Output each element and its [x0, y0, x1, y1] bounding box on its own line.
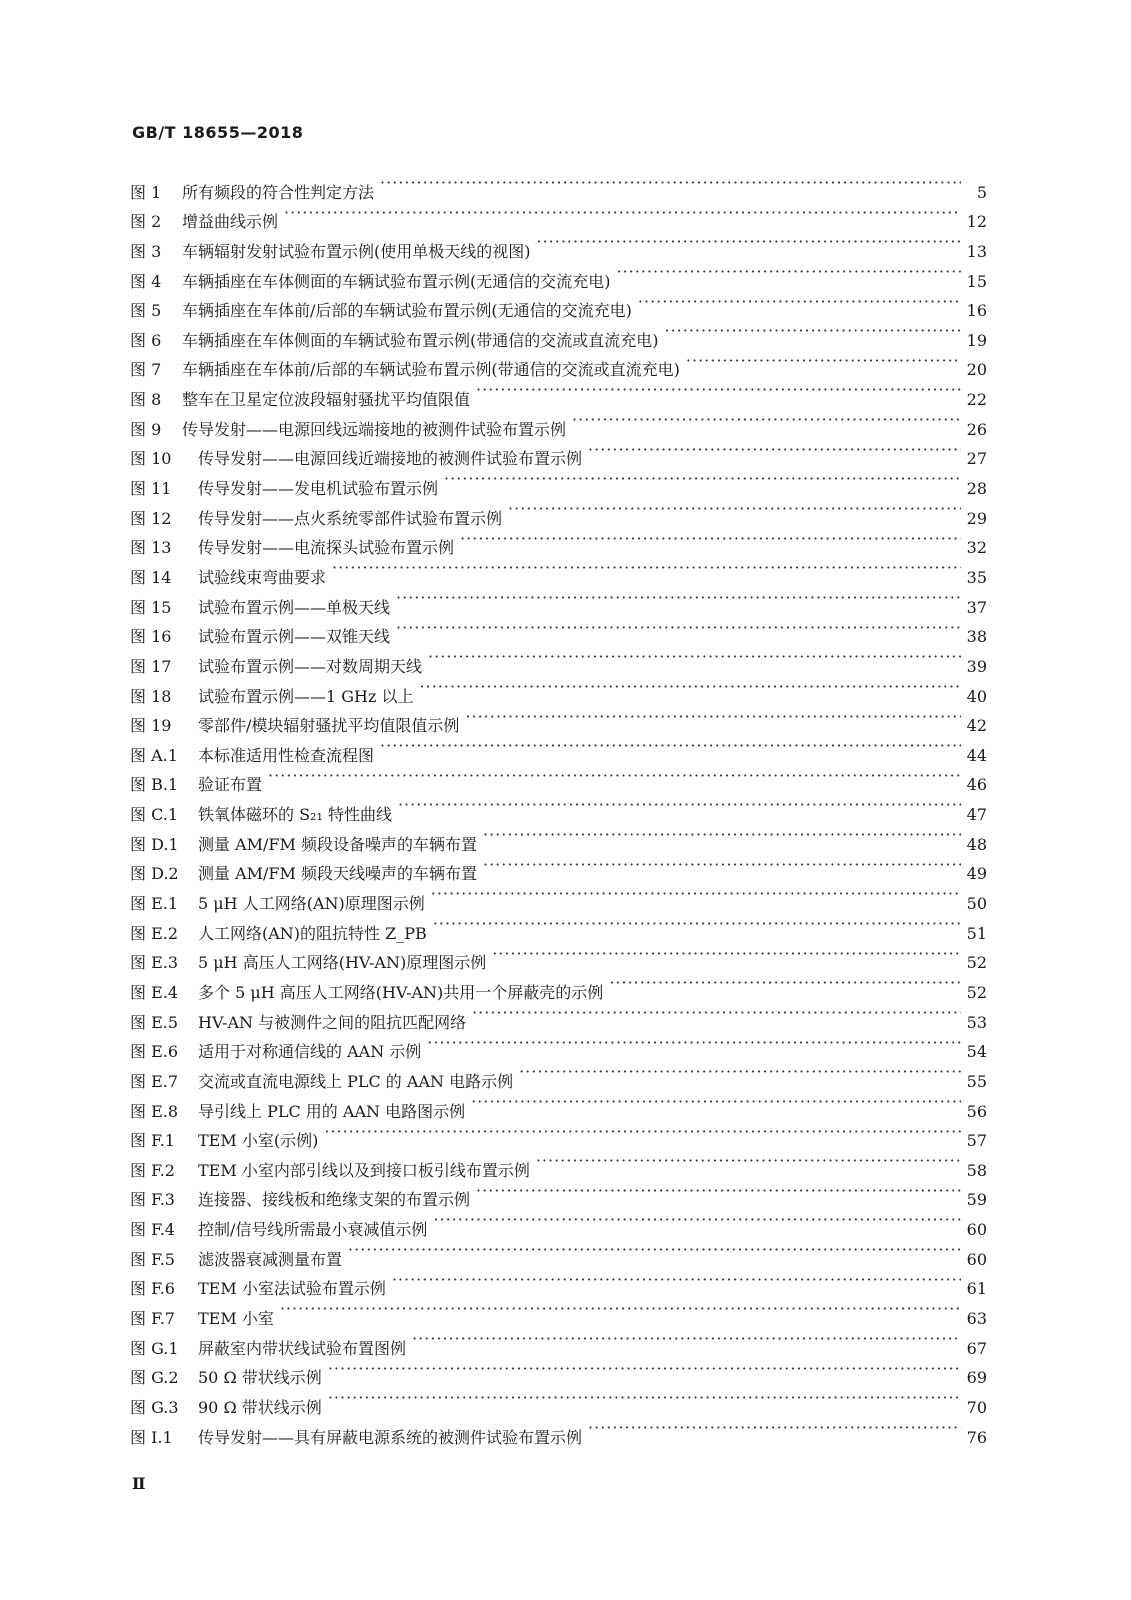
figure-number: 图 D.2 — [130, 864, 179, 884]
page-number: 69 — [966, 1368, 987, 1388]
leader-dots — [420, 672, 961, 702]
leader-dots — [572, 405, 961, 435]
page-number: 61 — [966, 1279, 987, 1299]
page-number: 38 — [966, 627, 987, 647]
page-number: 59 — [966, 1190, 987, 1210]
figure-title: 车辆辐射发射试验布置示例(使用单极天线的视图) — [182, 241, 531, 261]
leader-dots — [433, 1205, 960, 1235]
figure-number: 图 F.1 — [130, 1131, 175, 1151]
figure-title: 传导发射——发电机试验布置示例 — [198, 479, 439, 499]
leader-dots — [427, 1028, 960, 1058]
page-number: 40 — [966, 686, 987, 706]
leader-dots — [609, 968, 960, 998]
figure-title: 车辆插座在车体前/后部的车辆试验布置示例(无通信的交流充电) — [182, 301, 632, 321]
figure-title: 零部件/模块辐射骚扰平均值限值示例 — [198, 716, 460, 736]
figure-title: 传导发射——具有屏蔽电源系统的被测件试验布置示例 — [198, 1427, 583, 1447]
figure-title: 传导发射——电源回线近端接地的被测件试验布置示例 — [198, 449, 583, 469]
leader-dots — [465, 702, 960, 732]
figure-number: 图 F.2 — [130, 1160, 175, 1180]
page-number: 53 — [966, 1012, 987, 1032]
leader-dots — [433, 909, 961, 939]
figure-number: 图 E.6 — [130, 1042, 179, 1062]
figure-number: 图 D.1 — [130, 834, 179, 854]
figure-number: 图 A.1 — [130, 745, 178, 765]
page-number: 22 — [966, 390, 987, 410]
figure-title: 传导发射——电源回线远端接地的被测件试验布置示例 — [182, 419, 567, 439]
leader-dots — [472, 998, 961, 1028]
leader-dots — [492, 939, 960, 969]
leader-dots — [536, 1146, 961, 1176]
figure-number: 图 14 — [130, 567, 172, 587]
figure-title: 交流或直流电源线上 PLC 的 AAN 电路示例 — [198, 1071, 514, 1091]
figure-title: 整车在卫星定位波段辐射骚扰平均值限值 — [182, 390, 471, 410]
figure-number: 图 F.3 — [130, 1190, 175, 1210]
page-number: 51 — [966, 923, 987, 943]
leader-dots — [460, 524, 961, 554]
page-number: 12 — [966, 212, 987, 232]
figure-title: TEM 小室(示例) — [198, 1131, 319, 1151]
figure-number: 图 E.1 — [130, 894, 179, 914]
leader-dots — [328, 1354, 961, 1384]
leader-dots — [392, 1265, 961, 1295]
leader-dots — [431, 879, 961, 909]
leader-dots — [665, 316, 961, 346]
page-number-roman: Ⅱ — [132, 1474, 146, 1493]
figure-title: 适用于对称通信线的 AAN 示例 — [198, 1042, 422, 1062]
figure-title: 车辆插座在车体侧面的车辆试验布置示例(带通信的交流或直流充电) — [182, 330, 659, 350]
figure-title: 5 μH 人工网络(AN)原理图示例 — [198, 894, 425, 914]
page-number: 35 — [966, 567, 987, 587]
figure-number: 图 G.2 — [130, 1368, 179, 1388]
figure-title: 多个 5 μH 高压人工网络(HV-AN)共用一个屏蔽壳的示例 — [198, 982, 604, 1002]
figure-title: 屏蔽室内带状线试验布置图例 — [198, 1338, 407, 1358]
page-number: 39 — [966, 656, 987, 676]
leader-dots — [471, 1087, 961, 1117]
figure-title: 50 Ω 带状线示例 — [198, 1368, 322, 1388]
page-number: 63 — [966, 1308, 987, 1328]
figure-title: 试验布置示例——1 GHz 以上 — [198, 686, 414, 706]
figure-list — [130, 168, 987, 1447]
leader-dots — [444, 464, 961, 494]
page-number: 54 — [966, 1042, 987, 1062]
figure-title: 增益曲线示例 — [182, 212, 279, 232]
figure-title: 本标准适用性检查流程图 — [198, 745, 375, 765]
page-number: 16 — [966, 301, 987, 321]
figure-number: 图 3 — [130, 241, 162, 261]
leader-dots — [332, 553, 961, 583]
page-number: 29 — [966, 508, 987, 528]
figure-title: 车辆插座在车体前/后部的车辆试验布置示例(带通信的交流或直流充电) — [182, 360, 680, 380]
page-number: 46 — [966, 775, 987, 795]
leader-dots — [686, 346, 961, 376]
leader-dots — [396, 583, 961, 613]
figure-title: 滤波器衰减测量布置 — [198, 1249, 343, 1269]
document-code-header: GB/T 18655—2018 — [132, 123, 304, 142]
figure-number: 图 F.5 — [130, 1249, 175, 1269]
leader-dots — [398, 790, 961, 820]
figure-title: 控制/信号线所需最小衰减值示例 — [198, 1220, 428, 1240]
figure-number: 图 16 — [130, 627, 172, 647]
figure-number: 图 1 — [130, 182, 162, 202]
figure-title: 传导发射——电流探头试验布置示例 — [198, 538, 455, 558]
leader-dots — [617, 257, 961, 287]
leader-dots — [268, 761, 961, 791]
figure-number: 图 17 — [130, 656, 172, 676]
page-number: 28 — [966, 479, 987, 499]
figure-number: 图 6 — [130, 330, 162, 350]
figure-number: 图 15 — [130, 597, 172, 617]
leader-dots — [380, 731, 961, 761]
leader-dots — [328, 1383, 961, 1413]
page-number: 50 — [966, 894, 987, 914]
figure-number: 图 E.8 — [130, 1101, 179, 1121]
figure-title: 5 μH 高压人工网络(HV-AN)原理图示例 — [198, 953, 487, 973]
page-number: 15 — [966, 271, 987, 291]
leader-dots — [519, 1057, 961, 1087]
figure-number: 图 9 — [130, 419, 162, 439]
figure-number: 图 F.6 — [130, 1279, 175, 1299]
figure-number: 图 7 — [130, 360, 162, 380]
page-number: 27 — [966, 449, 987, 469]
figure-number: 图 8 — [130, 390, 162, 410]
page-number: 20 — [966, 360, 987, 380]
page-number: 76 — [966, 1427, 987, 1447]
figure-title: 试验布置示例——单极天线 — [198, 597, 391, 617]
figure-number: 图 13 — [130, 538, 172, 558]
figure-title: HV-AN 与被测件之间的阻抗匹配网络 — [198, 1012, 467, 1032]
figure-title: 试验布置示例——对数周期天线 — [198, 656, 423, 676]
figure-title: 人工网络(AN)的阻抗特性 Z_PB — [198, 923, 427, 943]
figure-title: 试验布置示例——双锥天线 — [198, 627, 391, 647]
figure-title: TEM 小室法试验布置示例 — [198, 1279, 386, 1299]
page-number: 5 — [976, 182, 987, 202]
figure-title: 传导发射——点火系统零部件试验布置示例 — [198, 508, 503, 528]
figure-title: 连接器、接线板和绝缘支架的布置示例 — [198, 1190, 471, 1210]
toc-entry — [130, 168, 987, 202]
page-number: 32 — [966, 538, 987, 558]
leader-dots — [324, 1117, 960, 1147]
leader-dots — [428, 642, 961, 672]
figure-number: 图 F.4 — [130, 1220, 175, 1240]
page-number: 48 — [966, 834, 987, 854]
figure-number: 图 18 — [130, 686, 172, 706]
figure-number: 图 2 — [130, 212, 162, 232]
figure-title: TEM 小室 — [198, 1308, 274, 1328]
figure-number: 图 B.1 — [130, 775, 179, 795]
page-number: 60 — [966, 1220, 987, 1240]
leader-dots — [483, 820, 961, 850]
page-number: 58 — [966, 1160, 987, 1180]
leader-dots — [588, 1413, 961, 1443]
figure-number: 图 E.2 — [130, 923, 179, 943]
page-number: 42 — [966, 716, 987, 736]
leader-dots — [476, 1176, 961, 1206]
page-number: 13 — [966, 241, 987, 261]
page-number: 56 — [966, 1101, 987, 1121]
page-number: 70 — [966, 1397, 987, 1417]
figure-number: 图 F.7 — [130, 1308, 175, 1328]
page-number: 37 — [966, 597, 987, 617]
figure-title: 所有频段的符合性判定方法 — [182, 182, 375, 202]
figure-title: 车辆插座在车体侧面的车辆试验布置示例(无通信的交流充电) — [182, 271, 611, 291]
figure-title: 铁氧体磁环的 S₂₁ 特性曲线 — [198, 805, 392, 825]
leader-dots — [348, 1235, 961, 1265]
page-number: 60 — [966, 1249, 987, 1269]
page-number: 67 — [966, 1338, 987, 1358]
leader-dots — [638, 287, 961, 317]
leader-dots — [483, 850, 961, 880]
leader-dots — [380, 168, 961, 198]
leader-dots — [476, 375, 961, 405]
leader-dots — [588, 435, 961, 465]
page-number: 57 — [966, 1131, 987, 1151]
page-number: 19 — [966, 330, 987, 350]
figure-number: 图 10 — [130, 449, 172, 469]
figure-number: 图 G.1 — [130, 1338, 179, 1358]
figure-number: 图 I.1 — [130, 1427, 173, 1447]
page-number: 52 — [966, 982, 987, 1002]
page-number: 52 — [966, 953, 987, 973]
page-number: 47 — [966, 805, 987, 825]
leader-dots — [537, 227, 961, 257]
figure-title: 测量 AM/FM 频段设备噪声的车辆布置 — [198, 834, 477, 854]
leader-dots — [396, 613, 961, 643]
figure-number: 图 E.4 — [130, 982, 179, 1002]
figure-title: TEM 小室内部引线以及到接口板引线布置示例 — [198, 1160, 530, 1180]
figure-number: 图 E.7 — [130, 1071, 179, 1091]
figure-title: 验证布置 — [198, 775, 263, 795]
figure-title: 导引线上 PLC 用的 AAN 电路图示例 — [198, 1101, 466, 1121]
figure-number: 图 C.1 — [130, 805, 179, 825]
leader-dots — [412, 1324, 961, 1354]
page-number: 44 — [966, 745, 987, 765]
figure-title: 90 Ω 带状线示例 — [198, 1397, 322, 1417]
figure-title: 试验线束弯曲要求 — [198, 567, 327, 587]
figure-number: 图 19 — [130, 716, 172, 736]
figure-number: 图 G.3 — [130, 1397, 179, 1417]
leader-dots — [280, 1294, 961, 1324]
figure-number: 图 E.3 — [130, 953, 179, 973]
page-number: 55 — [966, 1071, 987, 1091]
leader-dots — [284, 198, 961, 228]
figure-number: 图 4 — [130, 271, 162, 291]
page-number: 26 — [966, 419, 987, 439]
leader-dots — [508, 494, 961, 524]
figure-number: 图 E.5 — [130, 1012, 179, 1032]
figure-number: 图 5 — [130, 301, 162, 321]
figure-title: 测量 AM/FM 频段天线噪声的车辆布置 — [198, 864, 477, 884]
figure-number: 图 11 — [130, 479, 172, 499]
page-number: 49 — [966, 864, 987, 884]
figure-number: 图 12 — [130, 508, 172, 528]
